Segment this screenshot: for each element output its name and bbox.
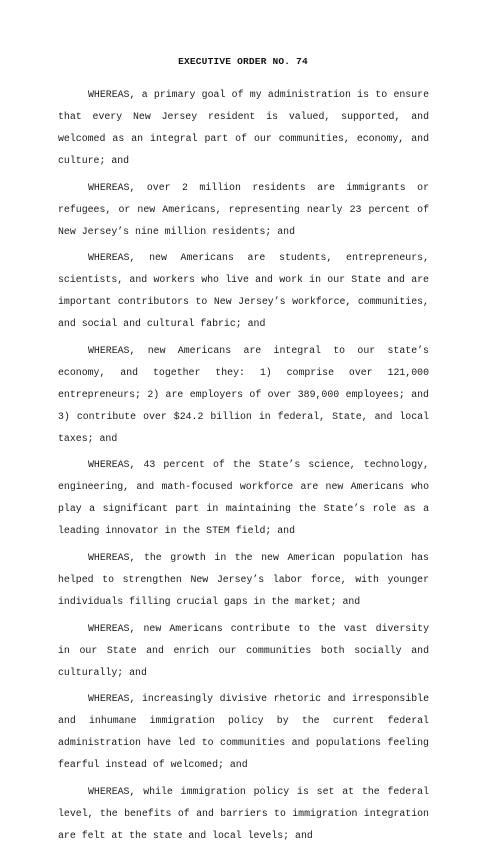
paragraph-3: WHEREAS, new Americans are students, entrepreneurs, scientists, and workers who live and work in our State and are important contributors to New Jersey’s workforce, communities, and social and cultural fabric; and	[58, 252, 429, 330]
paragraph-6: WHEREAS, the growth in the new American population has helped to strengthen New Jersey’s labor force, with younger individuals filling crucial gaps in the market; and	[58, 551, 429, 607]
paragraph-7: WHEREAS, new Americans contribute to the vast diversity in our State and enrich our communities both socially and culturally; and	[58, 622, 429, 678]
paragraph-9: WHEREAS, while immigration policy is set at the federal level, the benefits of and barriers to immigration integration are felt at the state and local levels; and	[58, 785, 429, 841]
paragraph-4: WHEREAS, new Americans are integral to our state’s economy, and together they: 1) comprise over 121,000 entrepreneurs; 2) are employers of over 389,000 employees; and 3) contribute over $24.2 billion in federal, State, and local taxes; and	[58, 344, 429, 444]
document-body	[58, 84, 429, 847]
paragraph-8: WHEREAS, increasingly divisive rhetoric and irresponsible and inhumane immigration policy by the current federal administration have led to communities and populations feeling fearful instead of welcomed; and	[58, 693, 429, 771]
document-title: EXECUTIVE ORDER NO. 74	[178, 56, 308, 67]
paragraph-2: WHEREAS, over 2 million residents are immigrants or refugees, or new Americans, representing nearly 23 percent of New Jersey’s nine million residents; and	[58, 181, 429, 237]
paragraph-1: WHEREAS, a primary goal of my administration is to ensure that every New Jersey resident is valued, supported, and welcomed as an integral part of our communities, economy, and culture; and	[58, 89, 429, 166]
paragraph-5: WHEREAS, 43 percent of the State’s science, technology, engineering, and math-focused workforce are new Americans who play a significant part in maintaining the State’s role as a leading innovator in the STEM field; and	[58, 459, 429, 537]
